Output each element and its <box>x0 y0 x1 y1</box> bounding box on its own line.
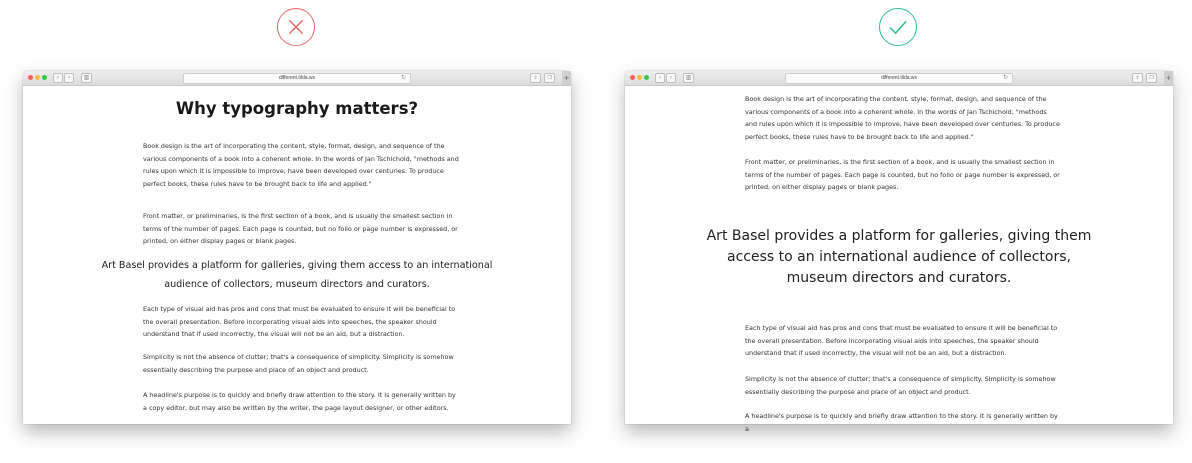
paragraph-visual-aid: Each type of visual aid has pros and cons that must be evaluated to ensure it will be beneficial to the overall presentation. Before incorporating visual aids into speeches, the speaker should understand that if used incorrectly, the visual will not be an aid, but a distraction. <box>745 324 1058 357</box>
zoom-window-button[interactable] <box>42 75 47 80</box>
share-button[interactable]: ⇪ <box>530 73 541 83</box>
sidebar-toggle-button[interactable]: ▥ <box>683 73 694 83</box>
browser-window-bad-example <box>23 71 571 424</box>
pull-quote: Art Basel provides a platform for galleries, giving them access to an international audience of collectors, museum directors and curators. <box>101 260 493 290</box>
new-tab-button[interactable]: + <box>1164 71 1173 85</box>
close-window-button[interactable] <box>630 75 635 80</box>
back-button[interactable]: ‹ <box>53 73 63 83</box>
tabs-overview-button[interactable]: ❐ <box>1146 73 1157 83</box>
paragraph-simplicity: Simplicity is not the absence of clutter; that's a consequence of simplicity. Simplicity is somehow essentially describing the purpose and place of an object and product. <box>745 375 1056 396</box>
close-window-button[interactable] <box>28 75 33 80</box>
page-content <box>23 86 571 424</box>
paragraph-visual-aid: Each type of visual aid has pros and cons that must be evaluated to ensure it will be beneficial to the overall presentation. Before incorporating visual aids into speeches, the speaker should understand that if used incorrectly, the visual will not be an aid, but a distraction. <box>143 305 456 338</box>
browser-toolbar <box>625 71 1173 86</box>
paragraph-front-matter: Front matter, or preliminaries, is the first section of a book, and is usually the smallest section in terms of the number of pages. Each page is counted, but no folio or page number is expressed, or printed, on either display pages or blank pages. <box>143 212 458 245</box>
paragraph-book-design: Book design is the art of incorporating the content, style, format, design, and sequence of the various components of a book into a coherent whole. In the words of Jan Tschichold, "methods and rules upon which it is impossible to improve, have been developed over centuries. To produce perfect books, these rules have to be brought back to life and applied." <box>143 142 459 188</box>
address-url: different.tilda.ws <box>278 75 316 81</box>
address-url: different.tilda.ws <box>880 75 918 81</box>
sidebar-toggle-button[interactable]: ▥ <box>81 73 92 83</box>
tabs-overview-button[interactable]: ❐ <box>544 73 555 83</box>
reload-icon[interactable]: ↻ <box>400 75 406 81</box>
check-circle-icon <box>879 8 917 46</box>
paragraph-book-design: Book design is the art of incorporating the content, style, format, design, and sequence of the various components of a book into a coherent whole. In the words of Jan Tschichold, "methods and rules upon which it is impossible to improve, have been developed over centuries. To produce perfect books, these rules have to be brought back to life and applied." <box>745 95 1060 141</box>
reload-icon[interactable]: ↻ <box>1002 75 1008 81</box>
share-button[interactable]: ⇪ <box>1132 73 1143 83</box>
forward-button[interactable]: › <box>64 73 74 83</box>
pull-quote: Art Basel provides a platform for galleries, giving them access to an international audience of collectors, museum directors and curators. <box>706 228 1092 286</box>
minimize-window-button[interactable] <box>637 75 642 80</box>
minimize-window-button[interactable] <box>35 75 40 80</box>
paragraph-headline: A headline's purpose is to quickly and briefly draw attention to the story. It is generally written by a copy editor, but may also be written by the writer, the page layout designer, or other editors. <box>143 391 456 412</box>
address-bar[interactable] <box>183 73 411 84</box>
address-bar[interactable] <box>785 73 1013 84</box>
paragraph-simplicity: Simplicity is not the absence of clutter; that's a consequence of simplicity. Simplicity is somehow essentially describing the purpose and place of an object and product. <box>143 353 454 374</box>
page-title: Why typography matters? <box>175 99 419 118</box>
x-circle-icon <box>277 8 315 46</box>
forward-button[interactable]: › <box>666 73 676 83</box>
new-tab-button[interactable]: + <box>562 71 571 85</box>
paragraph-front-matter: Front matter, or preliminaries, is the first section of a book, and is usually the smallest section in terms of the number of pages. Each page is counted, but no folio or page number is expressed, or printed, on either display pages or blank pages. <box>745 158 1060 191</box>
browser-window-good-example <box>625 71 1173 433</box>
paragraph-headline: A headline's purpose is to quickly and briefly draw attention to the story. It is generally written by a <box>745 412 1058 433</box>
browser-toolbar <box>23 71 571 86</box>
zoom-window-button[interactable] <box>644 75 649 80</box>
back-button[interactable]: ‹ <box>655 73 665 83</box>
page-content <box>625 86 1173 433</box>
